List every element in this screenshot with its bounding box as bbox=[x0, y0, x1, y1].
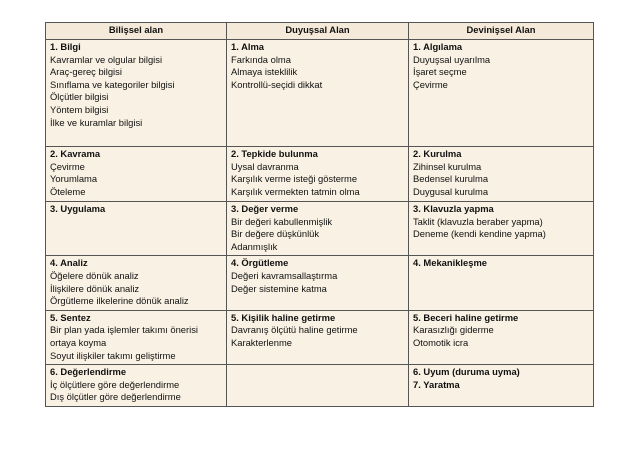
level-title: 6. Değerlendirme bbox=[50, 366, 127, 378]
cell-cognitive bbox=[46, 310, 227, 364]
cell-psychomotor bbox=[409, 310, 594, 364]
sub-item: İşaret seçme bbox=[413, 66, 467, 78]
sub-item: Duyuşsal uyarılma bbox=[413, 53, 491, 65]
sub-item: Bir plan yada işlemler takımı önerisi ortaya koyma bbox=[50, 324, 198, 348]
sub-item: Almaya isteklilik bbox=[231, 66, 298, 78]
sub-item: Deneme (kendi kendine yapma) bbox=[413, 228, 546, 240]
cell-cognitive bbox=[46, 365, 227, 407]
level-title: 5. Beceri haline getirme bbox=[413, 311, 519, 323]
sub-item: Kontrollü-seçidi dikkat bbox=[231, 78, 323, 90]
sub-item: Değer sistemine katma bbox=[231, 282, 327, 294]
table-row bbox=[46, 40, 594, 147]
level-title: 3. Uygulama bbox=[50, 203, 106, 214]
sub-item: Karasızlığı giderme bbox=[413, 324, 494, 336]
level-title: 7. Yaratma bbox=[413, 378, 460, 390]
table-row bbox=[46, 202, 594, 256]
cell-psychomotor bbox=[409, 202, 594, 256]
sub-item: Değeri kavramsallaştırma bbox=[231, 269, 338, 281]
level-title: 2. Tepkide bulunma bbox=[231, 148, 318, 159]
header-cognitive: Bilişsel alan bbox=[46, 23, 227, 40]
table-row bbox=[46, 147, 594, 202]
cell-cognitive bbox=[46, 202, 227, 256]
sub-item: İlke ve kuramlar bilgisi bbox=[50, 116, 143, 128]
sub-item: Çevirme bbox=[50, 160, 85, 172]
sub-item: Farkında olma bbox=[231, 53, 291, 65]
cell-cognitive bbox=[46, 147, 227, 202]
sub-item: Yöntem bilgisi bbox=[50, 103, 109, 115]
cell-affective bbox=[227, 40, 409, 147]
sub-item: Adanmışlık bbox=[231, 240, 278, 252]
table-row bbox=[46, 365, 594, 407]
header-row bbox=[46, 23, 594, 40]
level-title: 4. Analiz bbox=[50, 257, 88, 269]
level-title: 6. Uyum (duruma uyma) bbox=[413, 366, 520, 378]
sub-item: Bir değere düşkünlük bbox=[231, 228, 320, 240]
sub-item: Kavramlar ve olgular bilgisi bbox=[50, 53, 163, 65]
cell-cognitive bbox=[46, 256, 227, 310]
sub-item: Karşılık verme isteği gösterme bbox=[231, 173, 358, 185]
sub-item: Araç-gereç bilgisi bbox=[50, 66, 122, 78]
level-title: 1. Algılama bbox=[413, 41, 463, 52]
level-title: 4. Örgütleme bbox=[231, 257, 289, 269]
sub-item: Zihinsel kurulma bbox=[413, 160, 482, 172]
cell-psychomotor bbox=[409, 365, 594, 407]
sub-item: Soyut ilişkiler takımı geliştirme bbox=[50, 349, 176, 361]
sub-item: Ölçütler bilgisi bbox=[50, 91, 109, 103]
table-row bbox=[46, 256, 594, 310]
cell-cognitive bbox=[46, 40, 227, 147]
sub-item: Duygusal kurulma bbox=[413, 185, 489, 197]
sub-item: Taklit (klavuzla beraber yapma) bbox=[413, 215, 543, 227]
cell-affective-empty bbox=[227, 365, 409, 407]
sub-item: Otomotik icra bbox=[413, 336, 469, 348]
level-title: 3. Değer verme bbox=[231, 203, 299, 214]
sub-item: Öteleme bbox=[50, 185, 86, 197]
level-title: 1. Bilgi bbox=[50, 41, 81, 52]
level-title: 2. Kurulma bbox=[413, 148, 462, 159]
header-affective: Duyuşsal Alan bbox=[227, 23, 409, 40]
cell-affective bbox=[227, 256, 409, 310]
header-psychomotor: Devinişsel Alan bbox=[409, 23, 594, 40]
level-title: 1. Alma bbox=[231, 41, 264, 52]
sub-item: Çevirme bbox=[413, 78, 448, 90]
sub-item: Bir değeri kabullenmişlik bbox=[231, 215, 333, 227]
cell-psychomotor bbox=[409, 256, 594, 310]
sub-item: Bedensel kurulma bbox=[413, 173, 489, 185]
sub-item: Karşılık vermekten tatmin olma bbox=[231, 185, 360, 197]
sub-item: Örgütleme ilkelerine dönük analiz bbox=[50, 295, 189, 307]
level-title: 5. Kişilik haline getirme bbox=[231, 311, 336, 323]
sub-item: Yorumlama bbox=[50, 173, 98, 185]
level-title: 5. Sentez bbox=[50, 311, 91, 323]
level-title: 2. Kavrama bbox=[50, 148, 101, 159]
sub-item: Sınıflama ve kategoriler bilgisi bbox=[50, 78, 175, 90]
cell-affective bbox=[227, 202, 409, 256]
level-title: 3. Klavuzla yapma bbox=[413, 203, 494, 214]
sub-item: Uysal davranma bbox=[231, 160, 299, 172]
sub-item: İç ölçütlere göre değerlendirme bbox=[50, 378, 180, 390]
sub-item: Karakterlenme bbox=[231, 336, 292, 348]
sub-item: Davranış ölçütü haline getirme bbox=[231, 324, 358, 336]
sub-item: Dış ölçütler göre değerlendirme bbox=[50, 391, 181, 403]
cell-affective bbox=[227, 147, 409, 202]
level-title: 4. Mekanikleşme bbox=[413, 257, 488, 269]
taxonomy-table bbox=[45, 22, 594, 407]
cell-affective bbox=[227, 310, 409, 364]
table-row bbox=[46, 310, 594, 364]
sub-item: İlişkilere dönük analiz bbox=[50, 282, 140, 294]
cell-psychomotor bbox=[409, 40, 594, 147]
sub-item: Öğelere dönük analiz bbox=[50, 269, 139, 281]
cell-psychomotor bbox=[409, 147, 594, 202]
